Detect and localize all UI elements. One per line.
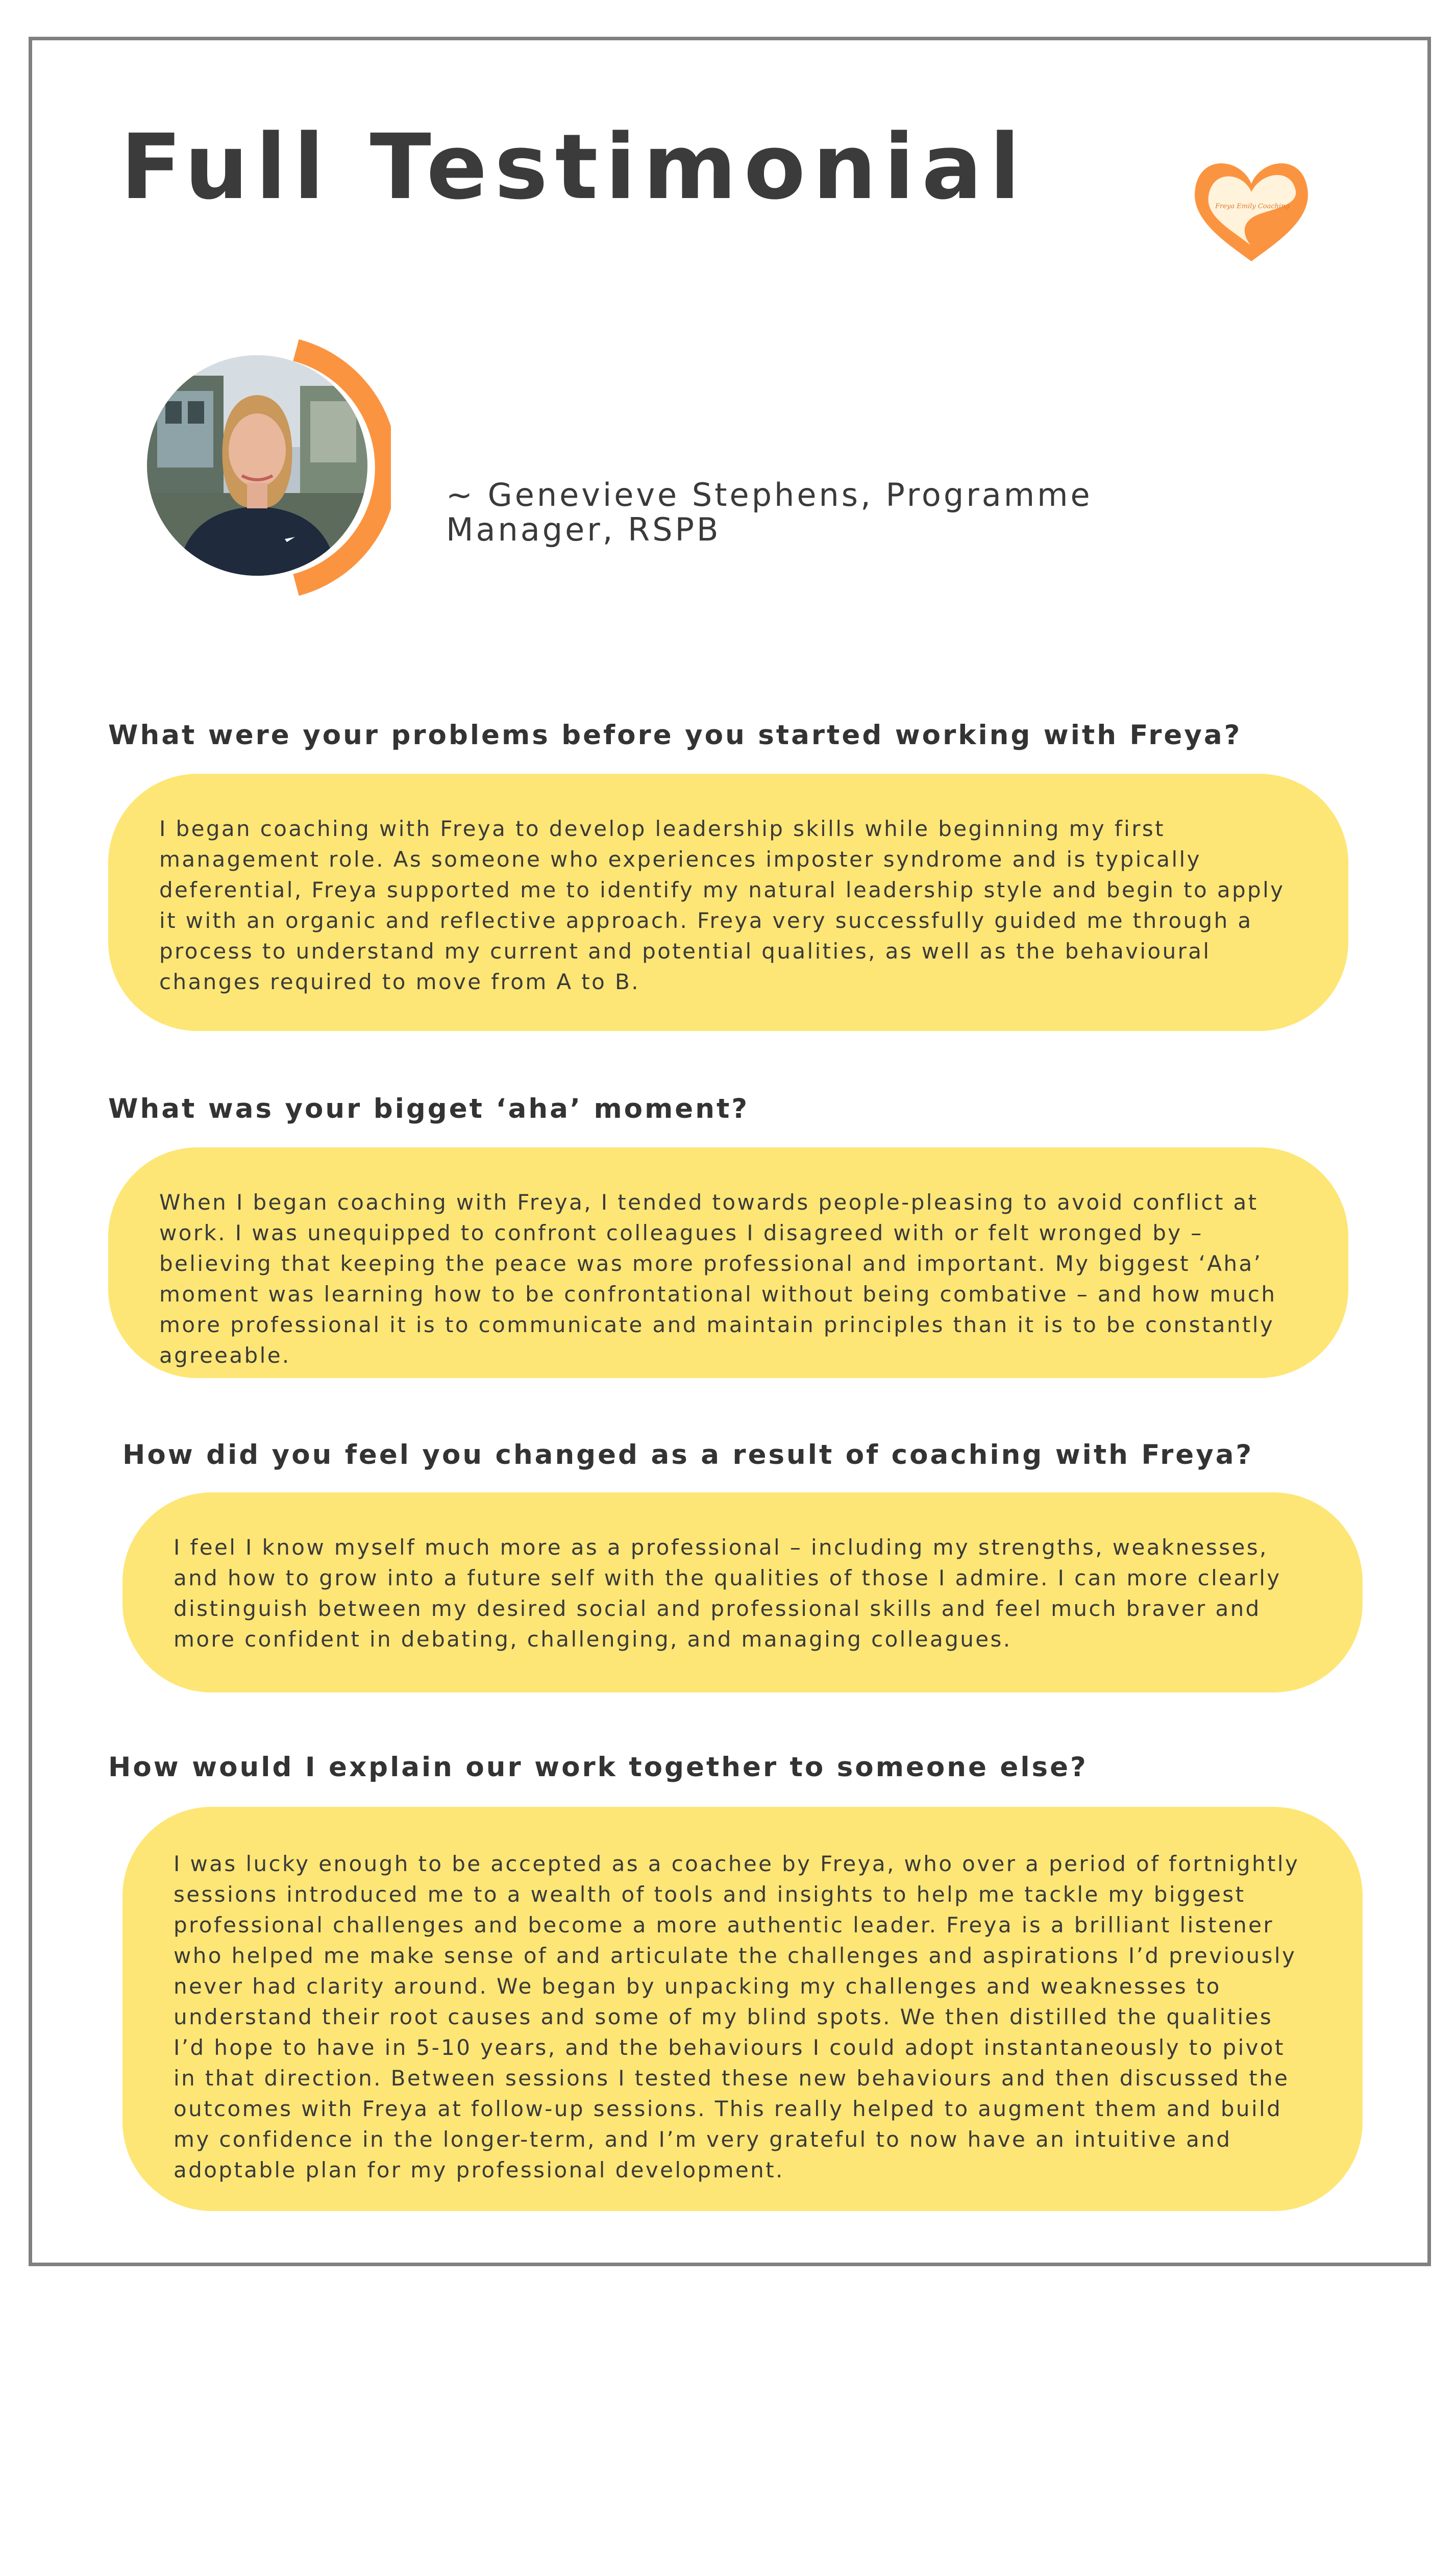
answer-box bbox=[108, 774, 1348, 1031]
question-heading: How would I explain our work together to someone else? bbox=[108, 1752, 1088, 1783]
question-heading: How did you feel you changed as a result of coaching with Freya? bbox=[122, 1439, 1254, 1470]
question-heading: What were your problems before you started working with Freya? bbox=[108, 720, 1242, 751]
heart-logo-icon bbox=[1190, 153, 1313, 264]
answer-text: I was lucky enough to be accepted as a coachee by Freya, who over a period of fortnightly sessions introduced me to a wealth of tools and insights to help me tackle my biggest professional challenges and become a more authentic leader. Freya is a brilliant listener who helped me make sense of and articulate the challenges and aspirations I’d previously never had clarity around. We began by unpacking my challenges and weaknesses to understand their root causes and some of my blind spots. We then distilled the qualities I’d hope to have in 5-10 years, and the behaviours I could adopt instantaneously to pivot in that direction. Between sessions I tested these new behaviours and then discussed the outcomes with Freya at follow-up sessions. This really helped to augment them and build my confidence in the longer-term, and I’m very grateful to now have an intuitive and adoptable plan for my professional development. bbox=[174, 1851, 1300, 2182]
avatar-block bbox=[146, 339, 391, 597]
answer-text: I feel I know myself much more as a professional – including my strengths, weaknesses, and how to grow into a future self with the qualities of those I admire. I can more clearly distinguish between my desired social and professional skills and feel much braver and more confident in debating, challenging, and managing colleagues. bbox=[174, 1535, 1281, 1652]
answer-box bbox=[108, 1147, 1348, 1378]
answer-box bbox=[122, 1807, 1363, 2211]
answer-box bbox=[122, 1492, 1363, 1692]
answer-text: When I began coaching with Freya, I tended towards people-pleasing to avoid conflict at work. I was unequipped to confront colleagues I disagreed with or felt wronged by – believing that keeping the peace was more professional and important. My biggest ‘Aha’ moment was learning how to be confrontational without being combative – and how much more professional it is to communicate and maintain principles than it is to be constantly agreeable. bbox=[159, 1190, 1277, 1368]
question-heading: What was your bigget ‘aha’ moment? bbox=[108, 1093, 750, 1124]
portrait-avatar bbox=[147, 355, 367, 576]
testimonial-attribution: ~ Genevieve Stephens, Programme Manager, RSPB bbox=[446, 476, 1093, 549]
avatar bbox=[147, 355, 367, 576]
logo-text: Freya Emily Coaching bbox=[1215, 203, 1290, 210]
page-title: Full Testimonial bbox=[120, 115, 1027, 219]
answer-text: I began coaching with Freya to develop leadership skills while beginning my first management role. As someone who experiences imposter syndrome and is typically deferential, Freya supported me to identify my natural leadership style and begin to apply it with an organic and reflective approach. Freya very successfully guided me through a process to understand my current and potential qualities, as well as the behavioural changes required to move from A to B. bbox=[159, 816, 1285, 994]
